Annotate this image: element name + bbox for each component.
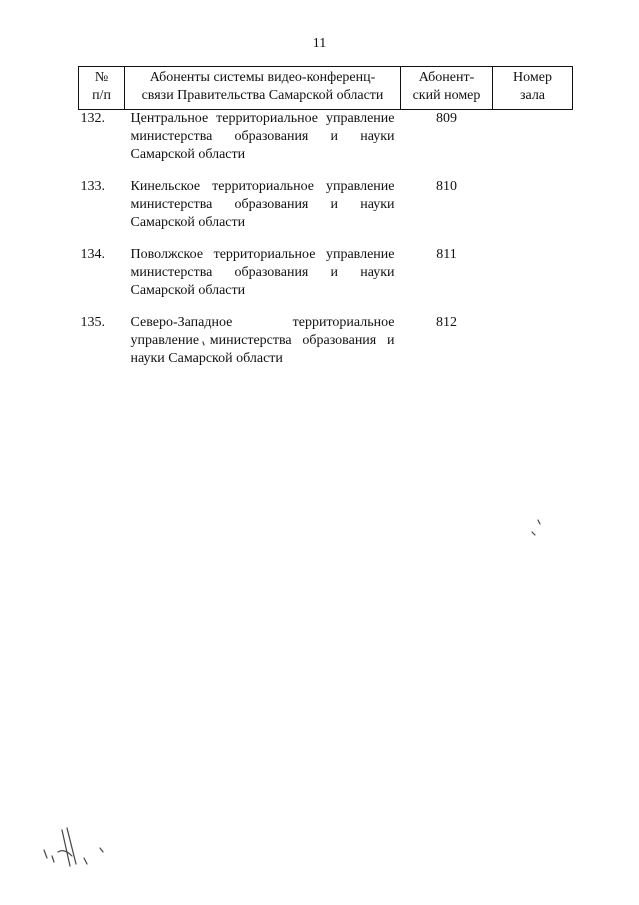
row-subscriber: 811 [436, 247, 457, 262]
row-name: Центральное территориальное управление министерства образования и науки Самарской области [130, 111, 395, 162]
row-num: 133. [80, 179, 105, 194]
row-subscriber: 812 [436, 315, 457, 330]
row-num: 134. [80, 247, 105, 262]
row-name: Поволжское территориальное управление министерства образования и науки Самарской области [130, 247, 395, 298]
page-number: 11 [312, 36, 327, 51]
row-num: 135. [80, 315, 105, 330]
row-subscriber: 809 [436, 111, 457, 126]
header-room: Номер зала [493, 67, 573, 110]
row-num: 132. [80, 111, 105, 126]
header-subscriber: Абонент- ский номер [401, 67, 493, 110]
header-num: № п/п [79, 67, 125, 110]
header-name: Абоненты системы видео-конференц- связи Правительства Самарской области [125, 67, 401, 110]
row-name: Северо-Западное территориальное управление министерства образования и науки Самарской области [130, 315, 395, 366]
row-name: Кинельское территориальное управление министерства образования и науки Самарской области [130, 179, 395, 230]
row-subscriber: 810 [436, 179, 457, 194]
